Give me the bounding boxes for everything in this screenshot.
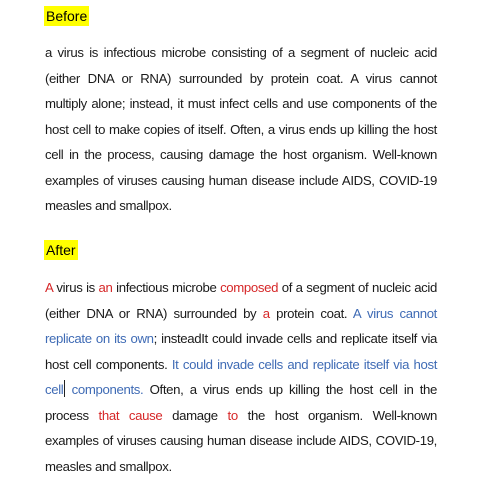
plain-text: ; insteadIt could invade cells and replicate itself via host cell components. <box>45 331 438 372</box>
before-paragraph[interactable]: a virus is infectious microbe consisting of a segment of nucleic acid (either DNA or RNA) surrounded by protein coat. A virus cannot multiply alone; instead, it must infect cells and use components of the host cell to make copies of itself. Often, a virus ends up killing the host cell in the process, causing damage the host organism. Well-known examples of viruses causing human disease include AIDS, COVID-19 measles and smallpox. <box>45 45 437 213</box>
insertion-text: composed <box>220 280 279 295</box>
after-paragraph[interactable] <box>45 275 437 479</box>
plain-text: the host organism. Well-known examples of viruses causing human disease include AIDS, COVID-19, measles and smallpox. <box>45 407 438 474</box>
insertion-text: a <box>262 305 270 321</box>
plain-text: protein coat. <box>269 305 353 321</box>
insertion-text: that cause <box>98 407 163 423</box>
plain-text: infectious microbe <box>112 280 221 295</box>
insertion-text: to <box>227 407 238 423</box>
insertion-text: an <box>98 280 113 295</box>
text-cursor <box>64 380 65 397</box>
after-heading: After <box>46 242 76 258</box>
suggestion-text: components. <box>71 382 144 397</box>
suggestion-text: It could invade cells and replicate itself via host cell <box>45 356 438 397</box>
plain-text: of a segment of nucleic acid (either DNA or RNA) surrounded by <box>45 280 437 321</box>
plain-text: virus is <box>52 280 99 295</box>
suggestion-text: A virus cannot replicate on its own <box>45 305 437 346</box>
plain-text: Often, a virus ends up killing the host cell in the process <box>45 382 437 423</box>
plain-text: damage <box>162 407 228 423</box>
before-heading: Before <box>46 8 88 24</box>
insertion-text: A <box>45 280 53 295</box>
